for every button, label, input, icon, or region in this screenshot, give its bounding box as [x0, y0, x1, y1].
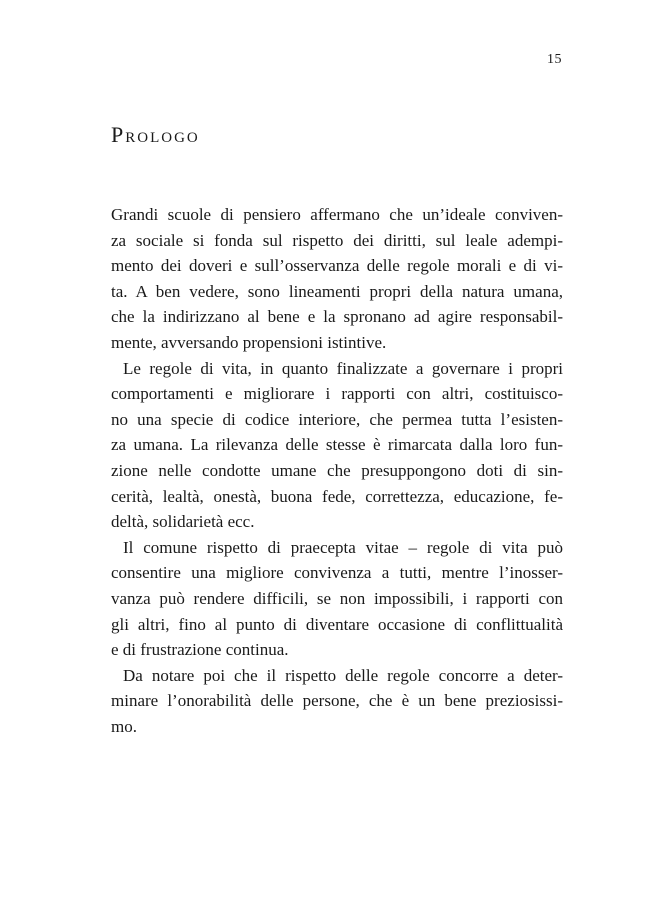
text-line: comportamenti e migliorare i rapporti con altri, costituisco- [111, 384, 563, 404]
text-line: mente, avversando propensioni istintive. [111, 332, 387, 352]
text-line: e di frustrazione continua. [111, 640, 289, 660]
text-line: Il comune rispetto di praecepta vitae – regole di vita può [123, 537, 563, 557]
text-line: vanza può rendere difficili, se non impossibili, i rapporti con [111, 588, 563, 608]
text-line: za umana. La rilevanza delle stesse è rimarcata dalla loro fun- [111, 435, 563, 455]
text-line: ta. A ben vedere, sono lineamenti propri della natura umana, [111, 281, 563, 301]
page-number: 15 [547, 52, 562, 67]
paragraph [111, 663, 563, 740]
text-line: minare l’onorabilità delle persone, che è un bene preziosissi- [111, 691, 563, 711]
text-line: mo. [111, 716, 137, 736]
text-line: Da notare poi che il rispetto delle regole concorre a deter- [123, 665, 563, 685]
text-line: no una specie di codice interiore, che permea tutta l’esisten- [111, 409, 563, 429]
body-text [111, 202, 563, 739]
text-line: Le regole di vita, in quanto finalizzate a governare i propri [123, 358, 563, 378]
text-line: za sociale si fonda sul rispetto dei diritti, sul leale adempi- [111, 230, 563, 250]
text-line: Grandi scuole di pensiero affermano che un’ideale conviven- [111, 205, 563, 224]
text-line: consentire una migliore convivenza a tutti, mentre l’inosser- [111, 563, 563, 583]
chapter-title: Prologo [111, 122, 200, 147]
text-line: mento dei doveri e sull’osservanza delle regole morali e di vi- [111, 256, 563, 276]
paragraph [111, 535, 563, 663]
text-line: che la indirizzano al bene e la spronano ad agire responsabil- [111, 307, 563, 327]
text-line: cerità, lealtà, onestà, buona fede, correttezza, educazione, fe- [111, 486, 563, 506]
paragraph [111, 356, 563, 535]
text-line: deltà, solidarietà ecc. [111, 512, 255, 532]
text-line: gli altri, fino al punto di diventare occasione di conflittualità [111, 614, 563, 634]
text-line: zione nelle condotte umane che presuppongono doti di sin- [111, 460, 563, 480]
paragraph [111, 202, 563, 356]
